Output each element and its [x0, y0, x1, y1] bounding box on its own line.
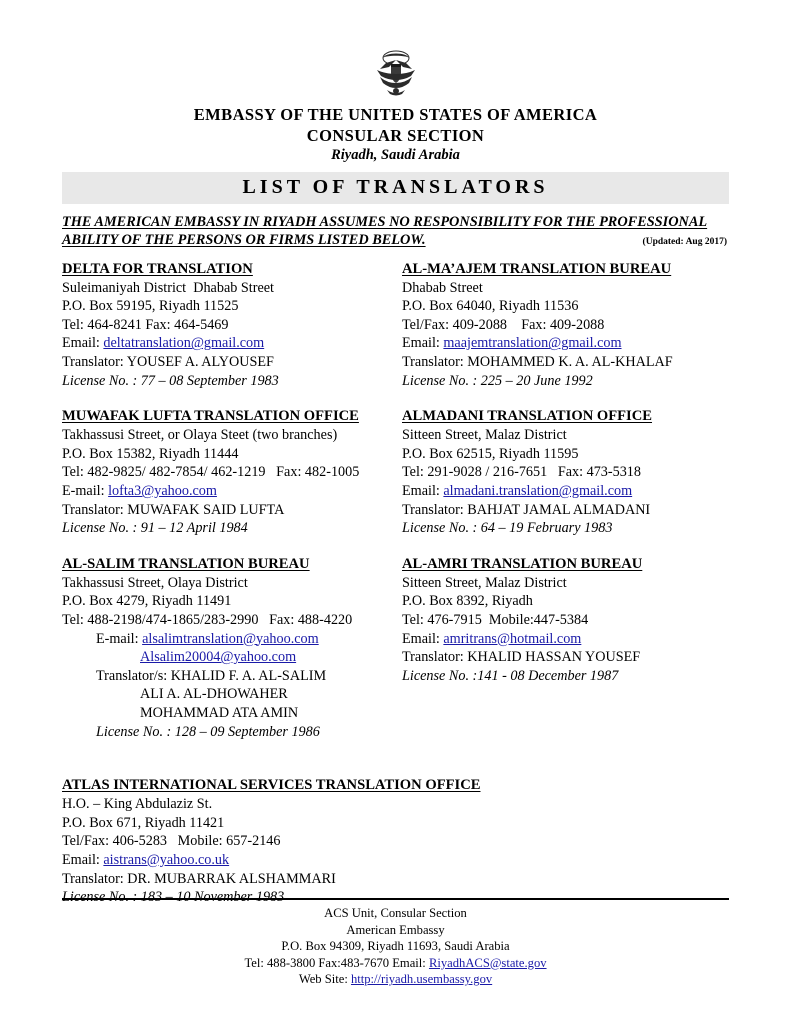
footer-line-2: American Embassy — [346, 922, 445, 937]
org-email-row — [62, 334, 402, 353]
org-name: AL-MA’AJEM TRANSLATION BUREAU — [402, 260, 672, 277]
email-link[interactable]: aistrans@yahoo.co.uk — [103, 851, 230, 868]
footer-line-4 — [62, 955, 729, 972]
org-email-row — [62, 630, 402, 649]
org-phone: Tel: 291-9028 / 216-7651 Fax: 473-5318 — [402, 464, 641, 481]
org-translator: Translator: MUWAFAK SAID LUFTA — [62, 501, 285, 518]
org-license: License No. : 91 – 12 April 1984 — [62, 520, 248, 537]
org-phone: Tel: 482-9825/ 482-7854/ 462-1219 Fax: 482-1005 — [62, 464, 360, 481]
email-label: Email: — [62, 851, 104, 868]
translator-entry — [402, 408, 729, 556]
org-translator: Translator: DR. MUBARRAK ALSHAMMARI — [62, 870, 336, 887]
org-phone: Tel/Fax: 409-2088 Fax: 409-2088 — [402, 316, 605, 333]
org-pobox: P.O. Box 671, Riyadh 11421 — [62, 814, 225, 831]
org-address: Sitteen Street, Malaz District — [402, 574, 567, 591]
org-translator: Translator/s: KHALID F. A. AL-SALIM — [96, 667, 327, 684]
footer-website-prefix: Web Site: — [298, 972, 351, 987]
org-name: ALMADANI TRANSLATION OFFICE — [402, 408, 653, 425]
org-pobox: P.O. Box 59195, Riyadh 11525 — [62, 298, 239, 315]
org-address: Dhabab Street — [402, 279, 483, 296]
footer-divider — [62, 898, 729, 900]
page-title: LIST OF TRANSLATORS — [62, 172, 729, 204]
org-translator-3: MOHAMMAD ATA AMIN — [140, 704, 299, 721]
org-phone: Tel/Fax: 406-5283 Mobile: 657-2146 — [62, 833, 281, 850]
org-license: License No. : 64 – 19 February 1983 — [402, 520, 613, 537]
email-label: E-mail: — [62, 483, 109, 500]
org-email-row — [62, 482, 402, 501]
org-phone: Tel: 464-8241 Fax: 464-5469 — [62, 316, 229, 333]
org-license: License No. : 225 – 20 June 1992 — [402, 372, 593, 389]
translator-entry — [62, 408, 402, 556]
org-address: Takhassusi Street, or Olaya Steet (two branches) — [62, 427, 338, 444]
translator-entry — [62, 556, 402, 751]
embassy-title-line1: EMBASSY OF THE UNITED STATES OF AMERICA — [193, 105, 598, 124]
org-translator: Translator: BAHJAT JAMAL ALMADANI — [402, 501, 651, 518]
footer-line-5 — [62, 971, 729, 988]
org-email-row-secondary — [62, 648, 402, 667]
email-link[interactable]: maajemtranslation@gmail.com — [443, 335, 622, 352]
email-link[interactable]: amritrans@hotmail.com — [443, 630, 582, 647]
org-pobox: P.O. Box 4279, Riyadh 11491 — [62, 593, 232, 610]
org-address: Suleimaniyah District Dhabab Street — [62, 279, 274, 296]
org-pobox: P.O. Box 62515, Riyadh 11595 — [402, 445, 579, 462]
footer-contact-prefix: Tel: 488-3800 Fax:483-7670 Email: — [244, 955, 429, 970]
org-phone: Tel: 476-7915 Mobile:447-5384 — [402, 612, 589, 628]
org-pobox: P.O. Box 15382, Riyadh 11444 — [62, 445, 239, 462]
footer-email-link[interactable]: RiyadhACS@state.gov — [428, 955, 547, 970]
org-name: AL-SALIM TRANSLATION BUREAU — [62, 555, 310, 572]
page-footer — [62, 876, 729, 988]
translator-listing-grid — [62, 261, 729, 751]
org-email-row — [402, 630, 729, 649]
org-translator-2: ALI A. AL-DHOWAHER — [140, 686, 288, 703]
seal-container — [62, 46, 729, 103]
org-license: License No. : 77 – 08 September 1983 — [62, 372, 279, 389]
org-license: License No. : 183 – 10 November 1983 — [62, 889, 285, 906]
embassy-title-line3: Riyadh, Saudi Arabia — [331, 147, 460, 164]
translator-entry — [62, 261, 402, 409]
org-email-row — [402, 482, 729, 501]
org-license: License No. :141 - 08 December 1987 — [402, 667, 619, 684]
email-label: Email: — [402, 630, 444, 647]
translator-entry — [402, 556, 729, 751]
email-link[interactable]: lofta3@yahoo.com — [108, 483, 217, 500]
org-address: Sitteen Street, Malaz District — [402, 427, 567, 444]
org-translator: Translator: KHALID HASSAN YOUSEF — [402, 649, 641, 666]
embassy-title-line2: CONSULAR SECTION — [306, 125, 485, 145]
email-link[interactable]: deltatranslation@gmail.com — [103, 335, 265, 352]
email-label: Email: — [402, 335, 444, 352]
org-name: AL-AMRI TRANSLATION BUREAU — [402, 555, 643, 572]
disclaimer-text: THE AMERICAN EMBASSY IN RIYADH ASSUMES NO RESPONSIBILITY FOR THE PROFESSIONAL ABILITY OF THE PERSONS OR FIRMS LISTED BELOW. — [62, 214, 708, 249]
org-name: ATLAS INTERNATIONAL SERVICES TRANSLATION OFFICE — [62, 777, 481, 794]
email-link[interactable]: almadani.translation@gmail.com — [443, 483, 633, 500]
email-label: Email: — [62, 335, 104, 352]
email-link[interactable]: alsalimtranslation@yahoo.com — [142, 630, 319, 647]
org-address: H.O. – King Abdulaziz St. — [62, 796, 213, 813]
org-name: DELTA FOR TRANSLATION — [62, 260, 253, 277]
us-great-seal-icon — [367, 46, 425, 98]
org-pobox: P.O. Box 64040, Riyadh 11536 — [402, 298, 579, 315]
footer-website-link[interactable]: http://riyadh.usembassy.gov — [350, 972, 493, 987]
footer-text — [62, 905, 729, 988]
footer-line-1: ACS Unit, Consular Section — [324, 905, 467, 920]
translator-entry — [402, 261, 729, 409]
updated-label: (Updated: Aug 2017) — [642, 236, 727, 247]
footer-line-3: P.O. Box 94309, Riyadh 11693, Saudi Arabia — [281, 939, 510, 954]
org-address: Takhassusi Street, Olaya District — [62, 574, 248, 591]
org-email-row — [402, 334, 729, 353]
org-phone: Tel: 488-2198/474-1865/283-2990 Fax: 488-4220 — [62, 612, 353, 628]
org-name: MUWAFAK LUFTA TRANSLATION OFFICE — [62, 408, 359, 425]
org-email-row — [62, 851, 729, 870]
org-pobox: P.O. Box 8392, Riyadh — [402, 593, 533, 610]
email-label: E-mail: — [96, 630, 143, 647]
org-translator: Translator: YOUSEF A. ALYOUSEF — [62, 354, 274, 371]
org-license: License No. : 128 – 09 September 1986 — [96, 723, 320, 740]
org-translator: Translator: MOHAMMED K. A. AL-KHALAF — [402, 354, 673, 371]
email-label: Email: — [402, 483, 444, 500]
email-link-secondary[interactable]: Alsalim20004@yahoo.com — [140, 649, 297, 666]
